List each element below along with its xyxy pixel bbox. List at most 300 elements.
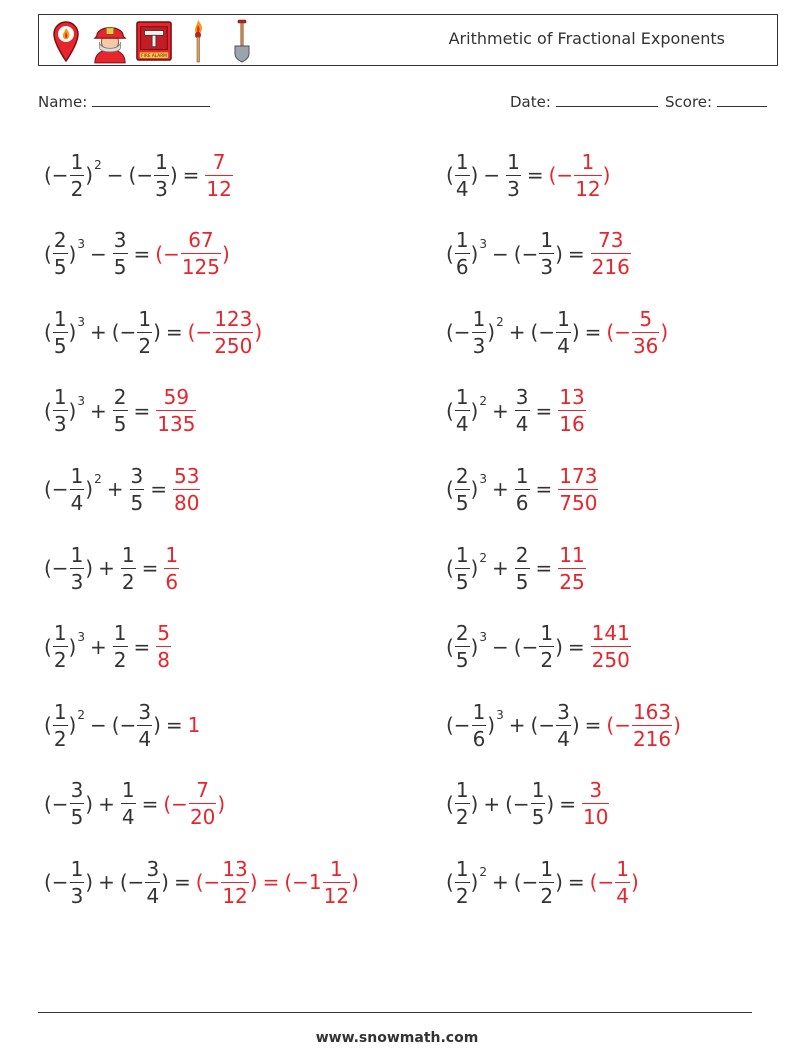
paren-text: ( xyxy=(446,241,454,266)
denominator: 5 xyxy=(531,805,545,830)
paren-text: ) xyxy=(85,870,94,895)
paren-text: ) xyxy=(85,556,94,580)
operator: + xyxy=(98,556,115,580)
operator: = xyxy=(133,398,151,423)
numerator: 3 xyxy=(146,856,160,881)
fraction xyxy=(515,464,530,515)
numerator: 3 xyxy=(70,778,84,803)
fraction xyxy=(539,621,554,672)
numerator: 163 xyxy=(632,699,672,724)
numerator: 13 xyxy=(222,856,248,881)
paren-text: ) xyxy=(68,320,77,345)
problem-p11 xyxy=(44,538,180,598)
numerator: 7 xyxy=(212,149,226,174)
problem-p14 xyxy=(446,617,632,677)
paren-text: ( xyxy=(446,163,454,187)
fraction-bar xyxy=(455,175,470,176)
fraction xyxy=(582,778,609,829)
score-label: Score: xyxy=(665,93,713,111)
fraction-bar xyxy=(53,410,68,411)
denominator: 2 xyxy=(113,648,127,673)
fraction-bar xyxy=(70,568,85,569)
name-label: Name: xyxy=(38,93,88,111)
paren-text: (− xyxy=(505,791,530,816)
worksheet-title: Arithmetic of Fractional Exponents xyxy=(448,29,725,48)
denominator: 12 xyxy=(323,883,350,908)
numerator: 1 xyxy=(53,385,67,410)
numerator: 53 xyxy=(174,463,200,488)
fraction-bar xyxy=(455,568,470,569)
fraction xyxy=(539,228,554,279)
answer xyxy=(163,543,180,594)
fraction xyxy=(558,385,585,436)
exponent: 2 xyxy=(94,158,102,172)
fire-location-pin-icon xyxy=(47,18,85,64)
fraction-bar xyxy=(455,646,470,647)
numerator: 3 xyxy=(138,699,152,724)
paren-text: (− xyxy=(530,320,556,345)
paren-text: ) xyxy=(470,556,479,580)
fraction xyxy=(455,464,470,515)
denominator: 216 xyxy=(632,726,672,751)
fraction xyxy=(558,543,585,594)
numerator: 2 xyxy=(515,542,529,567)
numerator: 1 xyxy=(70,542,84,567)
fraction xyxy=(70,778,85,829)
fraction xyxy=(574,150,601,201)
numerator: 1 xyxy=(165,542,179,567)
paren-text: ( xyxy=(44,713,52,738)
operator: + xyxy=(483,791,501,816)
fraction xyxy=(164,543,179,594)
fraction-bar xyxy=(591,253,631,254)
paren-text: (− xyxy=(111,713,137,738)
paren-text: (− xyxy=(195,870,221,895)
fraction-bar xyxy=(574,175,601,176)
numerator: 3 xyxy=(557,699,570,724)
denominator: 8 xyxy=(157,648,170,673)
denominator: 4 xyxy=(70,490,84,515)
paren-text: ) xyxy=(546,791,555,816)
paren-text: (− xyxy=(589,870,615,895)
fraction-bar xyxy=(515,410,530,411)
paren-text: ) xyxy=(161,870,169,895)
numerator: 1 xyxy=(155,149,168,174)
operator: = xyxy=(584,320,602,345)
fraction xyxy=(455,857,470,908)
fraction-bar xyxy=(173,489,200,490)
fraction-bar xyxy=(558,568,585,569)
numerator: 141 xyxy=(591,621,630,646)
problem-p19 xyxy=(44,852,359,912)
numerator: 1 xyxy=(121,778,135,803)
operator: + xyxy=(90,320,107,345)
fraction-bar xyxy=(515,568,530,569)
numerator: 5 xyxy=(157,621,170,646)
denominator: 12 xyxy=(575,176,601,201)
paren-text: (− xyxy=(44,791,69,816)
numerator: 2 xyxy=(113,385,127,410)
fraction xyxy=(455,150,470,201)
operator: = xyxy=(535,556,553,580)
numerator: 1 xyxy=(53,621,67,646)
denominator: 5 xyxy=(53,333,67,358)
paren-text: (− xyxy=(548,163,574,187)
fraction xyxy=(472,700,487,751)
operator: = xyxy=(133,634,151,659)
numerator: 1 xyxy=(330,856,343,881)
denominator: 6 xyxy=(472,726,486,751)
operator: + xyxy=(492,477,509,502)
fraction-bar xyxy=(137,725,152,726)
paren-text: ) xyxy=(673,713,681,738)
fraction-bar xyxy=(221,882,248,883)
alarm-box-label: FIRE ALARM xyxy=(141,54,167,60)
numerator: 1 xyxy=(70,463,84,488)
denominator: 2 xyxy=(121,569,135,594)
paren-text: ) xyxy=(169,163,178,187)
paren-text: (− xyxy=(446,713,471,738)
numerator: 1 xyxy=(455,149,469,174)
fraction xyxy=(556,700,571,751)
header-icons xyxy=(47,17,261,65)
denominator: 3 xyxy=(540,255,554,280)
score-field[interactable] xyxy=(665,92,767,111)
answer xyxy=(549,150,611,201)
denominator: 3 xyxy=(507,176,520,201)
paren-text: ) xyxy=(85,791,94,816)
fraction xyxy=(181,228,221,279)
paren-text: ) xyxy=(555,634,563,659)
paren-text: (− xyxy=(606,713,631,738)
problem-p18 xyxy=(446,774,610,834)
denominator: 4 xyxy=(616,883,629,908)
problem-p5 xyxy=(44,302,262,362)
denominator: 250 xyxy=(591,648,630,673)
numerator: 1 xyxy=(53,699,67,724)
fraction-bar xyxy=(531,803,546,804)
fraction xyxy=(70,150,85,201)
fraction xyxy=(53,307,68,358)
fraction xyxy=(558,464,598,515)
denominator: 4 xyxy=(557,333,570,358)
fraction xyxy=(156,385,196,436)
fraction-bar xyxy=(189,803,216,804)
denominator: 3 xyxy=(70,883,84,908)
fraction-bar xyxy=(615,882,630,883)
name-blank[interactable] xyxy=(92,92,210,107)
operator: = xyxy=(535,477,553,502)
paren-text: (− xyxy=(446,320,471,345)
paren-text: ) xyxy=(470,163,479,187)
fraction-bar xyxy=(164,568,179,569)
fraction xyxy=(53,385,68,436)
fraction xyxy=(472,307,487,358)
fraction xyxy=(121,543,136,594)
answer xyxy=(557,543,586,594)
denominator: 4 xyxy=(557,726,570,751)
paren-text: ) xyxy=(470,241,479,266)
exponent: 3 xyxy=(479,629,487,644)
denominator: 250 xyxy=(214,333,253,358)
problem-p9 xyxy=(44,459,201,519)
fraction xyxy=(145,857,160,908)
exponent: 3 xyxy=(496,708,504,723)
fraction xyxy=(556,307,571,358)
paren-text: ) xyxy=(85,477,94,502)
numerator: 1 xyxy=(455,778,469,803)
answer xyxy=(155,228,230,279)
paren-text: (− xyxy=(44,870,69,895)
denominator: 3 xyxy=(472,333,486,358)
paren-text: (− xyxy=(44,163,69,187)
fraction xyxy=(189,778,216,829)
fraction xyxy=(615,857,630,908)
paren-text: ) xyxy=(470,634,479,659)
fraction-bar xyxy=(53,725,68,726)
fraction xyxy=(205,150,232,201)
fraction-bar xyxy=(156,410,196,411)
exponent: 2 xyxy=(94,472,102,487)
fraction xyxy=(221,857,248,908)
denominator: 12 xyxy=(206,176,232,201)
problem-p16 xyxy=(446,695,681,755)
fraction-bar xyxy=(121,568,136,569)
date-blank[interactable] xyxy=(556,92,658,107)
problem-p3 xyxy=(44,224,230,284)
numerator: 1 xyxy=(472,306,486,331)
fraction-bar xyxy=(113,253,128,254)
score-blank[interactable] xyxy=(717,92,767,107)
paren-text: ) xyxy=(470,870,479,895)
fraction xyxy=(137,307,152,358)
numerator: 59 xyxy=(163,385,190,410)
paren-text: (− xyxy=(163,791,188,816)
denominator: 4 xyxy=(455,176,469,201)
fraction xyxy=(113,228,128,279)
paren-text: ( xyxy=(446,791,454,816)
paren-text: ) xyxy=(630,870,639,895)
denominator: 6 xyxy=(455,255,469,280)
footer-divider xyxy=(38,1012,752,1013)
answer xyxy=(155,621,172,672)
fraction xyxy=(70,464,85,515)
paren-text: ) xyxy=(249,870,258,895)
fraction xyxy=(455,385,470,436)
fraction-bar xyxy=(70,175,85,176)
denominator: 5 xyxy=(130,490,144,515)
numerator: 1 xyxy=(507,149,520,174)
operator: = xyxy=(584,713,602,738)
fraction-bar xyxy=(472,725,487,726)
numerator: 1 xyxy=(70,856,84,881)
fraction xyxy=(53,621,68,672)
footer-site: www.snowmath.com xyxy=(315,1030,479,1046)
fraction-bar xyxy=(323,882,350,883)
fraction xyxy=(70,543,85,594)
fraction-bar xyxy=(556,332,571,333)
answer xyxy=(606,700,681,751)
paren-text: ) xyxy=(470,477,479,502)
answer xyxy=(590,228,632,279)
operator: = xyxy=(150,477,168,502)
fraction-bar xyxy=(539,882,554,883)
operator: = xyxy=(567,634,585,659)
paren-text: (− xyxy=(530,713,556,738)
denominator: 4 xyxy=(138,726,152,751)
numerator: 1 xyxy=(455,856,469,881)
fraction-bar xyxy=(137,332,152,333)
numerator: 3 xyxy=(113,228,127,253)
operator: = xyxy=(141,791,159,816)
fraction-bar xyxy=(455,803,470,804)
fraction xyxy=(539,857,554,908)
denominator: 5 xyxy=(455,648,469,673)
fraction-bar xyxy=(506,175,521,176)
numerator: 3 xyxy=(589,778,603,803)
exponent: 3 xyxy=(77,236,85,251)
fraction xyxy=(515,543,530,594)
fraction xyxy=(53,700,68,751)
denominator: 5 xyxy=(455,490,469,515)
fraction xyxy=(455,621,470,672)
fraction xyxy=(591,621,631,672)
paren-text: ) xyxy=(571,320,580,345)
fraction-bar xyxy=(145,882,160,883)
denominator: 2 xyxy=(138,333,152,358)
numerator: 5 xyxy=(639,306,653,331)
fraction-bar xyxy=(53,332,68,333)
paren-text: ) xyxy=(351,870,359,895)
paren-text: ) xyxy=(222,241,230,266)
denominator: 25 xyxy=(559,569,585,594)
paren-text: ) xyxy=(217,791,226,816)
denominator: 5 xyxy=(455,569,469,594)
denominator: 2 xyxy=(540,883,554,908)
numerator: 11 xyxy=(559,542,585,567)
paren-text: ) xyxy=(85,163,94,187)
fraction xyxy=(213,307,253,358)
denominator: 16 xyxy=(559,412,585,437)
name-field[interactable] xyxy=(38,92,210,111)
denominator: 3 xyxy=(53,412,67,437)
numerator: 1 xyxy=(515,463,529,488)
paren-text: (− xyxy=(155,241,180,266)
denominator: 3 xyxy=(155,176,168,201)
paren-text: ) xyxy=(487,320,496,345)
paren-text: ) xyxy=(153,320,161,345)
numerator: 1 xyxy=(455,542,469,567)
fraction-bar xyxy=(53,646,68,647)
problem-p2 xyxy=(446,145,610,205)
problem-p4 xyxy=(446,224,632,284)
numerator: 1 xyxy=(540,856,554,881)
paren-text: (− xyxy=(513,241,539,266)
paren-text: ) xyxy=(68,398,77,423)
fraction xyxy=(137,700,152,751)
fraction xyxy=(531,778,546,829)
fraction-bar xyxy=(455,253,470,254)
answer xyxy=(581,778,610,829)
fraction-bar xyxy=(130,489,145,490)
date-label: Date: xyxy=(510,93,551,111)
firefighter-icon xyxy=(91,18,129,64)
problem-p1 xyxy=(44,145,234,205)
fraction xyxy=(455,543,470,594)
paren-text: (− xyxy=(513,870,539,895)
numerator: 2 xyxy=(455,621,469,646)
paren-text: ( xyxy=(44,398,52,423)
fraction-bar xyxy=(53,253,68,254)
exponent: 3 xyxy=(479,236,487,251)
problem-p15 xyxy=(44,695,200,755)
problem-p7 xyxy=(44,381,197,441)
exponent: 2 xyxy=(479,865,487,880)
fraction xyxy=(173,464,200,515)
paren-text: ) xyxy=(470,398,479,423)
fraction xyxy=(506,150,521,201)
numerator: 3 xyxy=(515,385,529,410)
answer xyxy=(204,150,233,201)
answer xyxy=(590,621,632,672)
fraction xyxy=(632,700,672,751)
exponent: 2 xyxy=(496,315,504,330)
fraction-bar xyxy=(515,489,530,490)
numerator: 1 xyxy=(138,306,152,331)
paren-text: 1 xyxy=(187,713,201,738)
paren-text: ( xyxy=(446,398,454,423)
fraction-bar xyxy=(154,175,169,176)
date-field[interactable] xyxy=(510,92,658,111)
fraction xyxy=(455,778,470,829)
numerator: 2 xyxy=(455,463,469,488)
denominator: 80 xyxy=(174,490,200,515)
operator: + xyxy=(508,320,526,345)
numerator: 1 xyxy=(455,228,469,253)
denominator: 4 xyxy=(455,412,469,437)
numerator: 1 xyxy=(540,621,554,646)
numerator: 1 xyxy=(121,542,135,567)
answer xyxy=(163,778,225,829)
operator: − xyxy=(90,713,107,738)
fraction xyxy=(323,857,350,908)
numerator: 7 xyxy=(196,778,210,803)
answer xyxy=(188,307,263,358)
denominator: 4 xyxy=(515,412,529,437)
operator: + xyxy=(492,556,509,580)
answer xyxy=(196,857,359,908)
denominator: 5 xyxy=(53,255,67,280)
operator: = xyxy=(182,163,200,187)
paren-text: ( xyxy=(446,870,454,895)
denominator: 216 xyxy=(591,255,630,280)
paren-text: (− xyxy=(606,320,631,345)
numerator: 1 xyxy=(472,699,486,724)
paren-text: (− xyxy=(513,634,539,659)
fraction-bar xyxy=(455,882,470,883)
fraction xyxy=(515,385,530,436)
fraction xyxy=(632,307,659,358)
operator: = xyxy=(559,791,576,816)
fraction-bar xyxy=(591,646,631,647)
fraction-bar xyxy=(156,646,171,647)
answer xyxy=(155,385,197,436)
denominator: 5 xyxy=(113,412,127,437)
exponent: 3 xyxy=(479,472,487,487)
denominator: 4 xyxy=(121,805,135,830)
denominator: 12 xyxy=(222,883,248,908)
operator: = xyxy=(141,556,159,580)
